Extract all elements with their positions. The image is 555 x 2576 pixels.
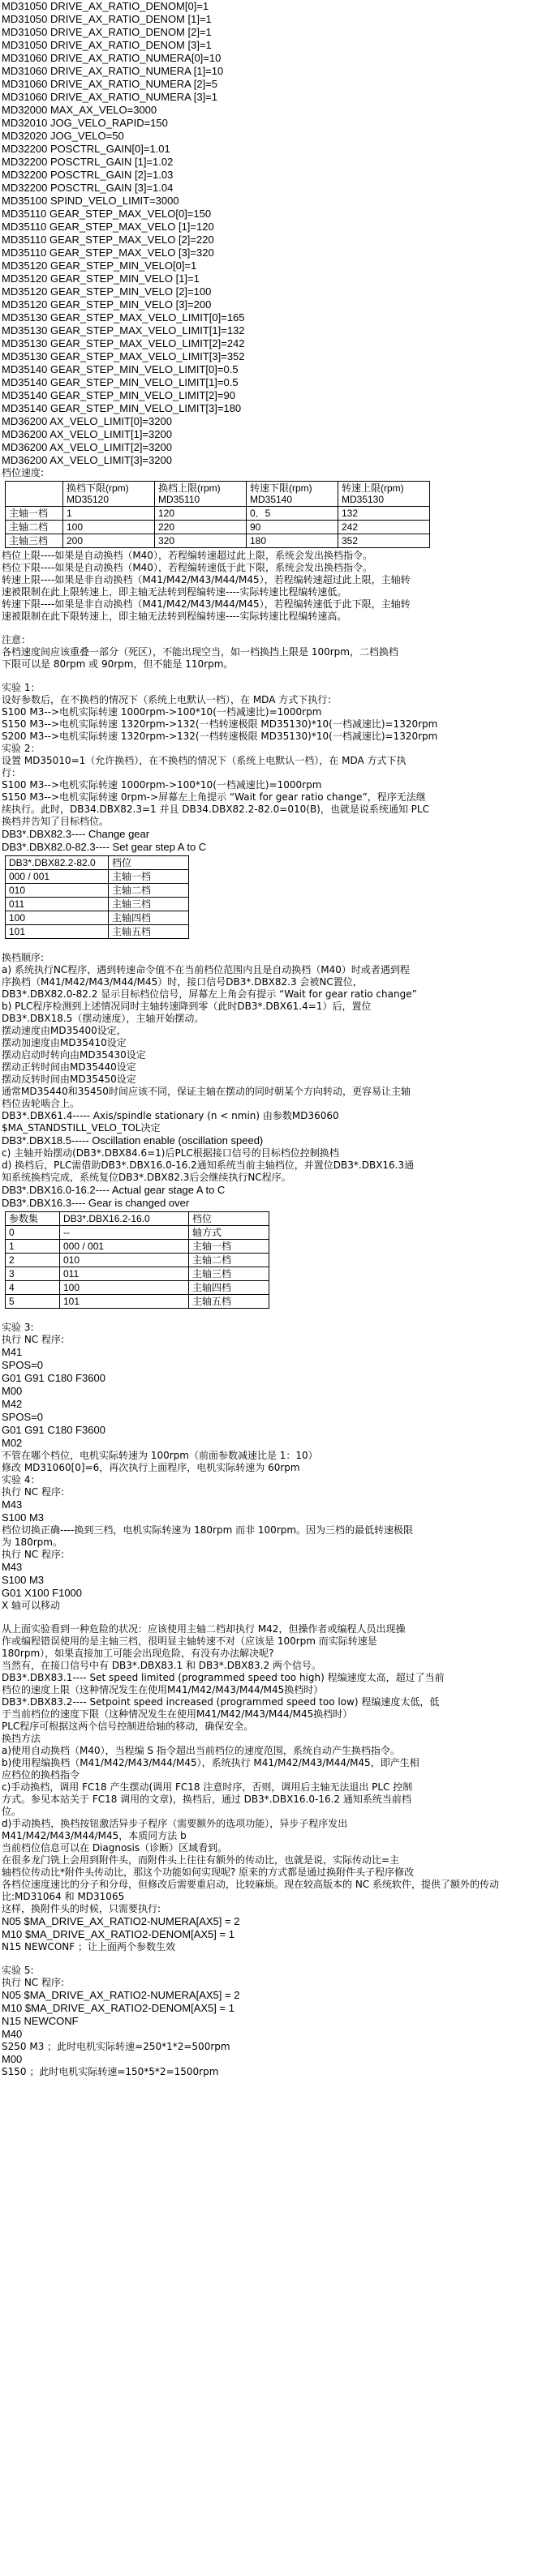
text-line: N05 $MA_DRIVE_AX_RATIO2-NUMERA[AX5] = 2 [2, 1915, 240, 1927]
text-line: 方式。参见本站关于 FC18 调用的文章)，换档后，通过 DB3*.DBX16.0-16.2 通知系统当前档 [2, 1794, 411, 1805]
header-cell: DB3*.DBX82.2-82.0 [6, 856, 109, 870]
table-cell: 242 [338, 521, 430, 534]
text-line: MD35130 GEAR_STEP_MAX_VELO_LIMIT[2]=242 [2, 337, 245, 349]
text-block-2 [2, 550, 555, 854]
text-line: c) 主轴开始摆动(DB3*.DBX84.6=1)后PLC根据接口信号的目标档位控制换档 [2, 1147, 339, 1159]
machine-data-block [2, 0, 555, 467]
text-line: MD32010 JOG_VELO_RAPID=150 [2, 117, 168, 129]
text-line: N15 NEWCONF [2, 2015, 79, 2027]
text-line: M10 $MA_DRIVE_AX_RATIO2-DENOM[AX5] = 1 [2, 1928, 234, 1940]
text-line: 这样，换附件头的时候，只需要执行: [2, 1903, 161, 1914]
text-line: S100 M3 [2, 1511, 45, 1524]
text-line: M10 $MA_DRIVE_AX_RATIO2-DENOM[AX5] = 1 [2, 2002, 234, 2014]
text-line: MD31060 DRIVE_AX_RATIO_NUMERA [3]=1 [2, 91, 218, 103]
text-line: b) PLC程序检测到上述情况同时主轴转速降到零（此时DB3*.DBX61.4=1）后，置位 [2, 1001, 372, 1012]
text-line: N05 $MA_DRIVE_AX_RATIO2-NUMERA[AX5] = 2 [2, 1989, 240, 2001]
text-block-4 [2, 1310, 555, 2078]
text-line: 作或编程错误使用的是主轴三档，很明显主轴转速不对（应该是 100rpm 而实际转速是 [2, 1635, 377, 1647]
table-row [6, 1226, 269, 1240]
table-cell: 主轴二档 [109, 884, 189, 898]
table-cell: 0 [6, 1226, 60, 1240]
text-line: 换档并告知了目标档位。 [2, 816, 110, 827]
text-line: MD31060 DRIVE_AX_RATIO_NUMERA[0]=10 [2, 52, 222, 64]
text-line: MD31060 DRIVE_AX_RATIO_NUMERA [1]=10 [2, 65, 224, 77]
table-cell: 011 [6, 898, 109, 911]
text-line: MD35120 GEAR_STEP_MIN_VELO [2]=100 [2, 285, 212, 298]
text-line: DB3*.DBX16.3---- Gear is changed over [2, 1197, 190, 1209]
text-line: 摆动正转时间由MD35440设定 [2, 1061, 136, 1073]
text-line: d)手动换档，换档按钮激活异步子程序（需要额外的选项功能），异步子程序发出 [2, 1818, 348, 1829]
table-cell: 主轴五档 [189, 1295, 269, 1309]
text-line: 摆动反转时间由MD35450设定 [2, 1074, 136, 1085]
table-cell: 3 [6, 1267, 60, 1281]
text-line: 速被限制在此下限转速上，即主轴无法转到程编转速----实际转速比程编转速高。 [2, 611, 347, 622]
text-line: MD35140 GEAR_STEP_MIN_VELO_LIMIT[0]=0.5 [2, 363, 239, 375]
table-cell: 主轴五档 [109, 925, 189, 939]
text-line: 档位下限----如果是自动换档（M40），若程编转速低于此下限，系统会发出换档指令。 [2, 562, 372, 573]
text-line: MD35120 GEAR_STEP_MIN_VELO [1]=1 [2, 272, 200, 285]
text-line: M43 [2, 1498, 23, 1511]
text-line: S100 M3 [2, 1574, 45, 1586]
text-line: 为 180rpm。 [2, 1537, 62, 1548]
text-line: 档位的速度上限（这种情况发生在使用M41/M42/M43/M44/M45换档时） [2, 1684, 324, 1695]
text-line: MD35110 GEAR_STEP_MAX_VELO[0]=150 [2, 208, 212, 220]
text-line: 轴档位传动比*附件头传动比，那这个功能如何实现呢? 原来的方式都是通过换附件头子程序修改 [2, 1867, 415, 1878]
text-line: a)使用自动换档（M40），当程编 S 指令超出当前档位的速度范围，系统自动产生换档指令。 [2, 1745, 400, 1756]
text-line: 执行 NC 程序: [2, 1549, 65, 1560]
text-line: MD32200 POSCTRL_GAIN[0]=1.01 [2, 143, 170, 155]
text-line: 从上面实验看到一种危险的状况：应该使用主轴二档却执行 M42，但操作者或编程人员出现操 [2, 1623, 406, 1635]
text-line: M40 [2, 2028, 23, 2040]
text-line: 实验 1： [2, 682, 41, 693]
text-line: SPOS=0 [2, 1411, 43, 1423]
text-line: X 轴可以移动 [2, 1600, 61, 1611]
table-cell: 000 / 001 [60, 1240, 189, 1254]
table-cell: 0．5 [247, 507, 338, 521]
text-line: 当然有，在接口信号中有 DB3*.DBX83.1 和 DB3*.DBX83.2 两个信号。 [2, 1660, 321, 1671]
header-cell: 档位 [109, 856, 189, 870]
text-line: 各档位速度速比的分子和分母，但修改后需要重启动，比较麻烦。现在较高版本的 NC 系统软件，提供了额外的传动 [2, 1879, 499, 1890]
text-line: DB3*.DBX82.3---- Change gear [2, 828, 150, 840]
table-row [6, 534, 430, 548]
table-row [6, 1240, 269, 1254]
text-line: 换档顺序: [2, 952, 45, 963]
table-row [6, 911, 189, 925]
text-line: d) 换档后，PLC需借助DB3*.DBX16.0-16.2通知系统当前主轴档位，并置位DB3*.DBX16.3通 [2, 1159, 415, 1171]
text-line: 续执行。此时，DB34.DBX82.3=1 并且 DB34.DBX82.2-82.0=010(B)，也就是说系统通知 PLC [2, 804, 429, 815]
text-line: 设好参数后，在不换档的情况下（系统上电默认一档），在 MDA 方式下执行： [2, 694, 338, 705]
header-cell: DB3*.DBX16.2-16.0 [60, 1212, 189, 1226]
table-row [6, 1295, 269, 1309]
table-cell: 010 [60, 1254, 189, 1267]
text-line: 转速下限----如果是非自动换档（M41/M42/M43/M44/M45），若程编转速低于此下限，主轴转 [2, 598, 411, 610]
table-cell: 主轴四档 [109, 911, 189, 925]
text-line: MD31060 DRIVE_AX_RATIO_NUMERA [2]=5 [2, 78, 218, 90]
header-cell: 档位 [189, 1212, 269, 1226]
table-row [6, 1281, 269, 1295]
speed-table [5, 481, 430, 548]
text-line: 实验 4： [2, 1474, 41, 1485]
text-line: 下限可以是 80rpm 或 90rpm，但不能是 110rpm。 [2, 658, 234, 670]
param-table [5, 1211, 269, 1309]
text-line: MD32000 MAX_AX_VELO=3000 [2, 104, 157, 116]
header-cell: 参数集 [6, 1212, 60, 1226]
table-cell: 主轴三档 [6, 534, 63, 548]
text-line: MD35110 GEAR_STEP_MAX_VELO [2]=220 [2, 234, 214, 246]
text-line: 修改 MD31060[0]=6，再次执行上面程序，电机实际转速为 60rpm [2, 1462, 300, 1473]
text-line: 换挡方法 [2, 1733, 41, 1744]
table-row [6, 1267, 269, 1281]
text-line: M43 [2, 1561, 23, 1573]
table-cell: 1 [63, 507, 155, 521]
table-cell: 220 [155, 521, 247, 534]
table-cell: 180 [247, 534, 338, 548]
text-line: 档位切换正确----换到三档，电机实际转速为 180rpm 而非 100rpm。因为三档的最低转速极限 [2, 1524, 414, 1536]
table-cell: 100 [63, 521, 155, 534]
table-cell: 主轴一档 [109, 870, 189, 884]
header-cell [6, 482, 63, 507]
text-line [2, 1310, 555, 1322]
table-row [6, 521, 430, 534]
text-line: 序换档（M41/M42/M43/M44/M45）时，接口信号DB3*.DBX82.3 会被NC置位， [2, 976, 363, 988]
text-line: b)使用程编换档（M41/M42/M43/M44/M45），系统执行 M41/M42/M43/M44/M45，即产生相 [2, 1757, 419, 1768]
param-table-header [6, 1212, 269, 1226]
table-cell: 000 / 001 [6, 870, 109, 884]
text-line [2, 941, 555, 952]
text-line [2, 623, 555, 634]
table-cell: 轴方式 [189, 1226, 269, 1240]
table-cell: 主轴二档 [6, 521, 63, 534]
text-line: DB3*.DBX16.0-16.2---- Actual gear stage A to C [2, 1184, 226, 1196]
table-cell: 主轴一档 [6, 507, 63, 521]
speed-table-caption: 档位速度: [2, 467, 45, 478]
text-line: 转速上限----如果是非自动换档（M41/M42/M43/M44/M45），若程编转速超过此上限，主轴转 [2, 574, 411, 585]
table-cell: 1 [6, 1240, 60, 1254]
text-line: DB3*.DBX82.0-82.3---- Set gear step A to C [2, 841, 207, 853]
text-line: 在很多龙门铣上会用到附件头，而附件头上往往有额外的传动比，也就是说，实际传动比=主 [2, 1854, 400, 1866]
table-row [6, 507, 430, 521]
text-line: DB3*.DBX83.2---- Setpoint speed increased (programmed speed too low) 程编速度太低，低 [2, 1696, 440, 1708]
text-line: MD35120 GEAR_STEP_MIN_VELO[0]=1 [2, 259, 197, 272]
text-line: 通常MD35440和35450时间应该不同，保证主轴在摆动的同时朝某个方向转动，更容易让主轴 [2, 1086, 411, 1097]
text-line [2, 671, 555, 682]
text-line: 摆动加速度由MD35410设定 [2, 1037, 127, 1048]
table-cell: 4 [6, 1281, 60, 1295]
text-line: SPOS=0 [2, 1359, 43, 1371]
header-cell: 转速下限(rpm) MD35140 [247, 482, 338, 507]
table-cell: 主轴三档 [189, 1267, 269, 1281]
text-line: M41 [2, 1346, 23, 1358]
text-line: 执行 NC 程序: [2, 1977, 65, 1988]
speed-table-header [6, 482, 430, 507]
text-line: 摆动速度由MD35400设定， [2, 1025, 127, 1036]
text-line: M00 [2, 1385, 23, 1397]
table-cell: 200 [63, 534, 155, 548]
text-line: 当前档位信息可以在 Diagnosis（诊断）区域看到。 [2, 1842, 228, 1854]
text-block-3 [2, 941, 555, 1210]
text-line: 应档位的换档指令 [2, 1769, 80, 1781]
gear-table [5, 855, 189, 939]
table-cell: 主轴二档 [189, 1254, 269, 1267]
table-cell: 90 [247, 521, 338, 534]
text-line: 档位上限----如果是自动换档（M40），若程编转速超过此上限，系统会发出换档指令。 [2, 550, 372, 561]
text-line: DB3*.DBX61.4----- Axis/spindle stationary (n < nmin) 由参数MD36060 [2, 1110, 339, 1121]
text-line: MD31050 DRIVE_AX_RATIO_DENOM [3]=1 [2, 39, 212, 51]
text-line: $MA_STANDSTILL_VELO_TOL决定 [2, 1122, 161, 1134]
text-line: MD35110 GEAR_STEP_MAX_VELO [1]=120 [2, 221, 214, 233]
text-line: MD36200 AX_VELO_LIMIT[0]=3200 [2, 415, 172, 427]
text-line: MD35140 GEAR_STEP_MIN_VELO_LIMIT[2]=90 [2, 389, 235, 401]
table-cell: 主轴一档 [189, 1240, 269, 1254]
text-line: MD36200 AX_VELO_LIMIT[1]=3200 [2, 428, 172, 440]
table-cell: 主轴三档 [109, 898, 189, 911]
text-line: DB3*.DBX18.5----- Oscillation enable (oscillation speed) [2, 1134, 264, 1147]
table-cell: 101 [60, 1295, 189, 1309]
text-line: MD32200 POSCTRL_GAIN [1]=1.02 [2, 156, 174, 168]
text-line: MD35120 GEAR_STEP_MIN_VELO [3]=200 [2, 298, 212, 311]
text-line: 摆动启动时转向由MD35430设定 [2, 1049, 146, 1061]
text-line: 行： [2, 767, 22, 778]
text-line: MD35130 GEAR_STEP_MAX_VELO_LIMIT[3]=352 [2, 350, 245, 362]
text-line: MD35100 SPIND_VELO_LIMIT=3000 [2, 195, 179, 207]
text-line: MD31050 DRIVE_AX_RATIO_DENOM[0]=1 [2, 0, 209, 12]
text-line: 执行 NC 程序: [2, 1334, 65, 1345]
table-cell: 2 [6, 1254, 60, 1267]
text-line: S250 M3 ；此时电机实际转速=250*1*2=500rpm [2, 2041, 230, 2052]
text-line: 执行 NC 程序: [2, 1486, 65, 1498]
text-line: MD35140 GEAR_STEP_MIN_VELO_LIMIT[3]=180 [2, 402, 242, 414]
text-line [2, 1612, 555, 1623]
table-cell: 100 [60, 1281, 189, 1295]
text-line: MD35130 GEAR_STEP_MAX_VELO_LIMIT[0]=165 [2, 311, 245, 324]
text-line: 不管在哪个档位，电机实际转速为 100rpm（前面参数减速比是 1：10） [2, 1450, 318, 1461]
text-line: MD36200 AX_VELO_LIMIT[2]=3200 [2, 441, 172, 453]
table-cell: 011 [60, 1267, 189, 1281]
table-cell: 101 [6, 925, 109, 939]
text-line: MD36200 AX_VELO_LIMIT[3]=3200 [2, 454, 172, 466]
text-line: 注意： [2, 634, 32, 645]
header-cell: 换档下限(rpm) MD35120 [63, 482, 155, 507]
text-line: 180rpm），如果直接加工可能会出现危险，有没有办法解决呢? [2, 1648, 274, 1659]
text-line: 档位齿轮啮合上。 [2, 1098, 80, 1109]
text-line: DB3*.DBX18.5（摆动速度），主轴开始摆动。 [2, 1013, 204, 1024]
table-row [6, 898, 189, 911]
text-line: M42 [2, 1398, 23, 1410]
text-line: MD32200 POSCTRL_GAIN [2]=1.03 [2, 169, 174, 181]
text-line: MD35140 GEAR_STEP_MIN_VELO_LIMIT[1]=0.5 [2, 376, 239, 388]
text-line: 位。 [2, 1806, 22, 1817]
text-line: MD35130 GEAR_STEP_MAX_VELO_LIMIT[1]=132 [2, 324, 245, 336]
text-line: 于当前档位的速度下限（这种情况发生在使用M41/M42/M43/M44/M45换档时） [2, 1708, 353, 1720]
text-line: 实验 2： [2, 743, 41, 754]
table-row [6, 884, 189, 898]
text-line: MD31050 DRIVE_AX_RATIO_DENOM [1]=1 [2, 13, 212, 25]
header-cell: 转速上限(rpm) MD35130 [338, 482, 430, 507]
table-cell: 010 [6, 884, 109, 898]
text-line: 比:MD31064 和 MD31065 [2, 1891, 125, 1902]
table-cell: 120 [155, 507, 247, 521]
text-line: 设置 MD35010=1（允许换档），在不换档的情况下（系统上电默认一档），在 MDA 方式下执 [2, 755, 407, 766]
text-line: 各档速度间应该重叠一部分（死区），不能出现空当，如一档换挡上限是 100rpm，二档换档 [2, 646, 398, 658]
text-line: 实验 5: [2, 1965, 34, 1976]
text-line: MD32020 JOG_VELO=50 [2, 130, 124, 142]
table-row [6, 1254, 269, 1267]
text-line: 速被限制在此上限转速上，即主轴无法转到程编转速----实际转速比程编转速低。 [2, 586, 347, 598]
table-cell: 352 [338, 534, 430, 548]
text-line: a) 系统执行NC程序，遇到转速命令值不在当前档位范围内且是自动换档（M40）时或者遇到程 [2, 964, 410, 975]
text-line: 实验 3: [2, 1322, 34, 1333]
text-line: M00 [2, 2053, 23, 2065]
text-line: MD32200 POSCTRL_GAIN [3]=1.04 [2, 182, 174, 194]
table-row [6, 925, 189, 939]
text-line: DB3*.DBX83.1---- Set speed limited (programmed speed too high) 程编速度太高，超过了当前 [2, 1672, 445, 1683]
text-line: N15 NEWCONF ；让上面两个参数生效 [2, 1941, 176, 1952]
text-line: c)手动换档，调用 FC18 产生摆动(调用 FC18 注意时序，否则，调用后主轴无法退出 PLC 控制 [2, 1781, 413, 1793]
text-line: M41/M42/M43/M44/M45，本质同方法 b [2, 1830, 187, 1841]
table-cell: 132 [338, 507, 430, 521]
table-row [6, 870, 189, 884]
text-line: G01 G91 C180 F3600 [2, 1424, 105, 1436]
text-line: 知系统换档完成，系统复位DB3*.DBX82.3后会继续执行NC程序。 [2, 1172, 291, 1183]
table-cell: 100 [6, 911, 109, 925]
text-line: G01 X100 F1000 [2, 1587, 83, 1599]
text-line: MD31050 DRIVE_AX_RATIO_DENOM [2]=1 [2, 26, 212, 38]
text-line [2, 1953, 555, 1965]
text-line: S150 ；此时电机实际转速=150*5*2=1500rpm [2, 2066, 219, 2077]
text-line: S200 M3-->电机实际转速 1320rpm->132(一档转速极限 MD35130)*10(一档减速比)=1320rpm [2, 731, 438, 742]
text-line: S150 M3-->电机实际转速 1320rpm->132(一档转速极限 MD35130)*10(一档减速比)=1320rpm [2, 718, 438, 730]
table-cell: 5 [6, 1295, 60, 1309]
text-line: S100 M3-->电机实际转速 1000rpm->100*10(一档减速比)=1000rpm [2, 779, 322, 791]
text-line: PLC程序可根据这两个信号控制进给轴的移动，确保安全。 [2, 1721, 254, 1732]
header-cell: 换档上限(rpm) MD35110 [155, 482, 247, 507]
text-line: M02 [2, 1437, 23, 1449]
text-line: DB3*.DBX82.0-82.2 显示目标档位信号，屏幕左上角会有提示 “Wait for gear ratio change” [2, 988, 417, 1000]
text-line: G01 G91 C180 F3600 [2, 1372, 105, 1384]
text-line: MD35110 GEAR_STEP_MAX_VELO [3]=320 [2, 246, 214, 259]
table-cell: -- [60, 1226, 189, 1240]
gear-table-header [6, 856, 189, 870]
table-cell: 320 [155, 534, 247, 548]
text-line: S150 M3-->电机实际转速 0rpm->屏幕左上角提示 “Wait for gear ratio change”，程序无法继 [2, 791, 426, 803]
table-cell: 主轴四档 [189, 1281, 269, 1295]
text-line: S100 M3-->电机实际转速 1000rpm->100*10(一档减速比)=1000rpm [2, 706, 322, 718]
